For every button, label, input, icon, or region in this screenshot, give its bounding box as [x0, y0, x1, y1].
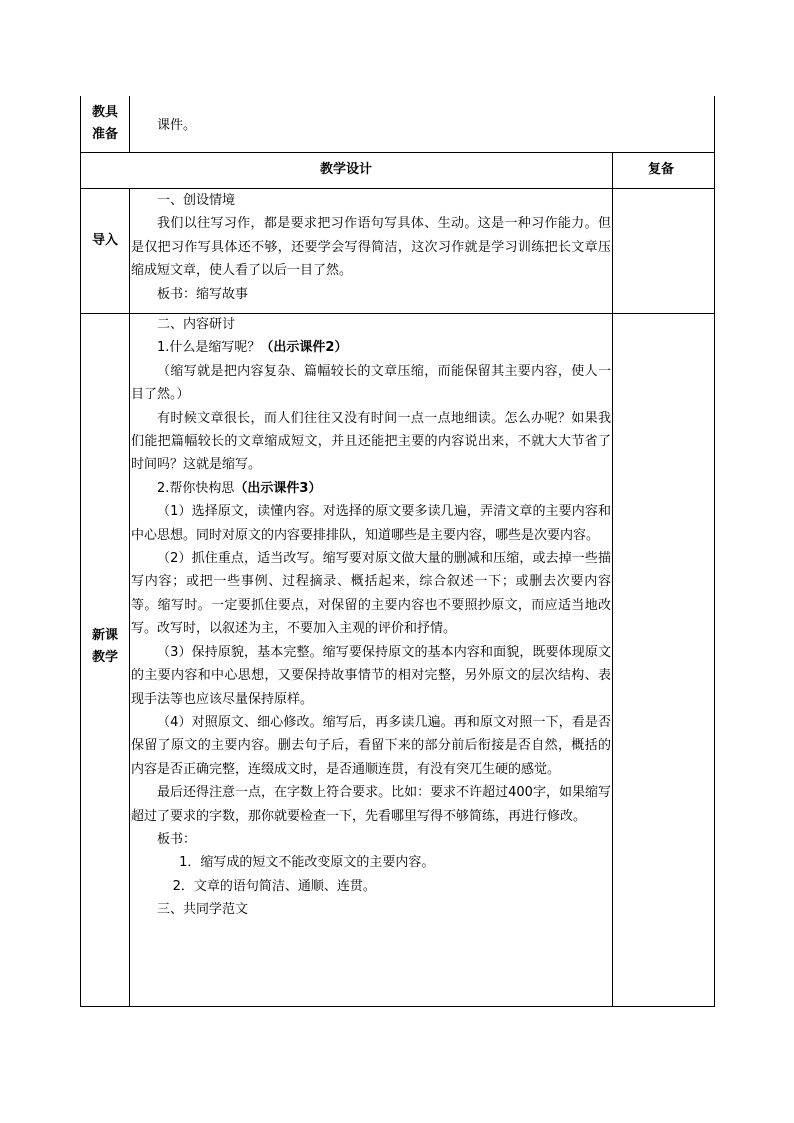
question-1-courseware: （出示课件2）: [260, 340, 348, 356]
table-border-top: [80, 152, 714, 153]
paragraph-time: 有时候文章很长，而人们往往又没有时间一点一点地细读。怎么办呢？如果我们能把篇幅较长的文章缩成短文，并且还能把主要的内容说出来，不就大大节省了时间吗？这就是缩写。: [131, 410, 611, 473]
question-1: [131, 336, 611, 359]
word-count-note: 最后还得注意一点，在字数上符合要求。比如：要求不许超过400字，如果缩写超过了要求的字数，那你就要检查一下，先看哪里写得不够简练，再进行修改。: [131, 785, 611, 824]
step-2: （2）抓住重点，适当改写。缩写要对原文做大量的删减和压缩，或去掉一些描写内容；或把一些事例、过程摘录、概括起来，综合叙述一下；或删去次要内容等。缩写时。一定要抓住要点，对保留的主要内容也不要照抄原文，而应适当地改写。改写时，以叙述为主，不要加入主观的评价和抒情。: [131, 551, 611, 637]
step-1: （1）选择原文，读懂内容。对选择的原文要多读几遍，弄清文章的主要内容和中心思想。同时对原文的内容要排排队，知道哪些是主要内容，哪些是次要内容。: [131, 504, 611, 543]
new-lesson-label-line1: 新课: [91, 628, 118, 643]
tools-value-text: 课件。: [157, 118, 197, 133]
board-item-1: 1．缩写成的短文不能改变原文的主要内容。: [179, 855, 435, 871]
table-border-review-col: [612, 152, 613, 1007]
intro-content: [131, 189, 611, 306]
new-lesson-heading: 二、内容研讨: [157, 317, 236, 332]
board-item-2: 2．文章的语句简洁、通顺、连贯。: [172, 878, 376, 894]
review-header: 复备: [648, 162, 675, 177]
question-2: [131, 477, 611, 500]
question-2-courseware: （出示课件3）: [234, 480, 322, 496]
table-border-right: [714, 96, 715, 1007]
question-2-text: 2.帮你快构思: [157, 480, 235, 496]
intro-paragraph: 我们以往写习作，都是要求把习作语句写具体、生动。这是一种习作能力。但是仅把习作写具体还不够，还要学会写得简洁，这次习作就是学习训练把长文章压缩成短文章，使人看了以后一目了然。: [131, 216, 611, 279]
question-1-text: 1.什么是缩写呢？: [157, 340, 261, 356]
intro-label: 导入: [91, 233, 118, 248]
tools-label-line1: 教具: [91, 105, 118, 120]
section-3-heading: 三、共同学范文: [157, 902, 249, 918]
step-4: （4）对照原文、细心修改。缩写后，再多读几遍。再和原文对照一下，看是否保留了原文的主要内容。删去句子后，看留下来的部分前后衔接是否自然，概括的内容是否正确完整，连缀成文时，是否通顺连贯，有没有突兀生硬的感觉。: [131, 714, 611, 777]
step-3: （3）保持原貌，基本完整。缩写要保持原文的基本内容和面貌，既要体现原文的主要内容和中心思想，又要保持故事情节的相对完整，另外原文的层次结构、表现手法等也应该尽量保持原样。: [131, 644, 611, 707]
new-lesson-label: [81, 625, 129, 669]
tools-label-line2: 准备: [91, 127, 118, 142]
tools-label: [81, 102, 129, 146]
table-border-label-col-lower: [129, 188, 130, 1007]
intro-board: 板书：缩写故事: [157, 286, 249, 302]
teaching-design-header: 教学设计: [320, 162, 373, 177]
new-lesson-content: [131, 313, 611, 922]
table-border-bottom: [80, 1006, 714, 1007]
intro-heading: 一、创设情境: [157, 193, 236, 208]
definition: （缩写就是把内容复杂、篇幅较长的文章压缩，而能保留其主要内容，使人一目了然。）: [131, 363, 611, 403]
board-label: 板书：: [157, 831, 197, 847]
table-border-label-col: [129, 96, 130, 153]
tools-value: [157, 114, 597, 137]
new-lesson-label-line2: 教学: [91, 650, 118, 665]
